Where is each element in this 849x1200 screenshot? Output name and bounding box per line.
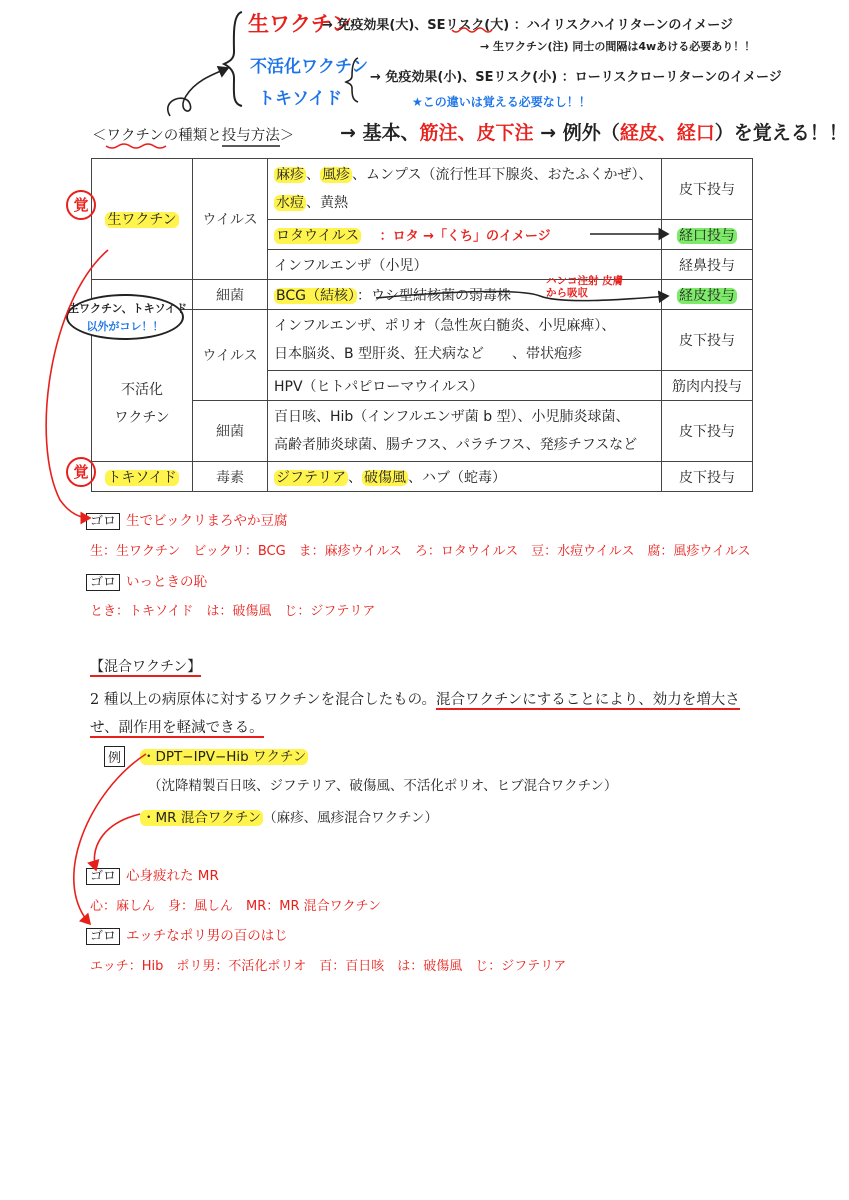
- diphtheria-item: ジフテリア: [276, 469, 346, 486]
- goro-box: ゴロ: [86, 513, 120, 530]
- live-effect-note: → 免疫効果(大)、SEリスク(大) ：ハイリスクハイリターンのイメージ: [322, 18, 734, 33]
- inactivated-virus-label: ウイルス: [193, 310, 268, 401]
- memorize-mark-live: 覚: [66, 190, 96, 220]
- bcg-arrow: [376, 292, 668, 301]
- live-row1-route: 皮下投与: [662, 159, 753, 220]
- goro-2-detail: とき：トキソイド は：破傷風 じ：ジフテリア: [90, 604, 376, 619]
- inactivated-virus-row2: HPV（ヒトパピローマウイルス）: [268, 371, 662, 401]
- live-bacteria-label: 細菌: [193, 280, 268, 310]
- brace: [224, 12, 242, 106]
- no-need-note: ★この違いは覚える必要なし！！: [412, 95, 591, 109]
- measles-item: 麻疹: [276, 167, 304, 183]
- basic-rule-suffix: ）を覚える！！: [714, 122, 848, 144]
- curl-arrow: [168, 68, 228, 116]
- live-interval-note: → 生ワクチン(注) 同士の間隔は4wあける必要あり！！: [480, 40, 756, 53]
- goro-1-title: 生でビックリまろやか豆腐: [126, 513, 288, 529]
- inactivated-effect-note: → 免疫効果(小)、SEリスク(小) ：ローリスクローリターンのイメージ: [370, 70, 782, 85]
- inactivated-heading: 不活化ワクチン: [250, 57, 369, 77]
- mixed-desc-1a: 2 種以上の病原体に対するワクチンを混合したもの。: [90, 692, 437, 708]
- bubble-line-2: 以外がコレ！！: [86, 320, 164, 333]
- inact-row1-route: 皮下投与: [662, 310, 753, 371]
- live-virus-label: ウイルス: [193, 159, 268, 280]
- bcg-item: BCG（結核）: [276, 287, 355, 304]
- bubble-line-1: 生ワクチン、トキソイド: [68, 302, 188, 315]
- title-underline: [106, 144, 166, 148]
- inact-row1-line1: インフルエンザ、ポリオ（急性灰白髄炎、小児麻痺）、: [274, 318, 616, 334]
- memorize-mark-toxoid: 覚: [66, 457, 96, 487]
- inactivated-label-1: 不活化: [121, 381, 163, 398]
- small-brace: [346, 58, 358, 102]
- mixed-desc-2-text: せ、副作用を軽減できる。: [90, 720, 264, 736]
- mixed-desc-1b: 混合ワクチンにすることにより、効力を増大さ: [436, 692, 740, 708]
- goro-box: ゴロ: [86, 574, 120, 591]
- live-virus-row1: 麻疹 、 風疹 、ムンプス（流行性耳下腺炎、おたふくかぜ）、 水痘 、黄熱: [268, 159, 662, 220]
- toxoid-label: トキソイド: [107, 469, 177, 486]
- inact-row3-route: 皮下投与: [662, 401, 753, 462]
- inact-row3-line2: 高齢者肺炎球菌、腸チフス、パラチフス、発疹チフスなど: [274, 437, 638, 453]
- basic-rule-prefix: → 基本、: [340, 122, 420, 144]
- goro-arrow-3: [74, 754, 146, 924]
- goro-3-title: 心身疲れた MR: [126, 868, 219, 884]
- live-row1-rest: 、ムンプス（流行性耳下腺炎、おたふくかぜ）、: [352, 167, 653, 183]
- rotavirus-item: ロタウイルス: [276, 227, 360, 244]
- percutaneous-route: 経皮投与: [679, 287, 735, 304]
- inactivated-bacteria-label: 細菌: [193, 401, 268, 462]
- exception-routes: 経皮、経口: [619, 122, 715, 144]
- goro-arrow-4: [94, 814, 140, 870]
- inactivated-label-2: ワクチン: [114, 409, 170, 426]
- toxoid-rest: 、ハブ（蛇毒）: [408, 469, 506, 486]
- goro-4-title: エッチなポリ男の百のはじ: [126, 928, 288, 944]
- bcg-rest: ：ウシ型結核菌の弱毒株: [356, 287, 511, 304]
- mr-desc: （麻疹、風疹混合ワクチン）: [263, 810, 438, 826]
- toxin-label: 毒素: [193, 462, 268, 492]
- goro-3-detail: 心：麻しん 身：風しん MR：MR 混合ワクチン: [90, 899, 381, 914]
- varicella-item: 水痘: [276, 195, 304, 211]
- rota-note: ：ロタ →「くち」のイメージ: [379, 228, 551, 244]
- wavy-underline: [452, 28, 492, 32]
- live-virus-row3: インフルエンザ（小児）: [268, 250, 662, 280]
- inact-row3-line1: 百日咳、Hib（インフルエンザ菌 b 型）、小児肺炎球菌、: [274, 409, 630, 425]
- goro-2-title: いっときの恥: [126, 574, 208, 590]
- mixed-title-text: 【混合ワクチン】: [90, 659, 202, 675]
- mr-vaccine-name: ・MR 混合ワクチン: [142, 810, 262, 826]
- goro-box: ゴロ: [86, 868, 120, 885]
- basic-rule-mid: → 例外（: [533, 122, 620, 144]
- example-label: 例: [104, 746, 125, 767]
- dpt-vaccine-name: ・DPT−IPV−Hib ワクチン: [142, 749, 307, 765]
- oral-route: 経口投与: [679, 227, 735, 244]
- stamp-injection-note: ハンコ注射 皮膚から吸収: [546, 275, 624, 299]
- goro-1-detail: 生：生ワクチン ビックリ：BCG ま：麻疹ウイルス ろ：ロタウイルス 豆：水痘ウイルス 腐：風疹ウイルス: [90, 544, 751, 559]
- tetanus-item: 破傷風: [364, 469, 406, 486]
- inact-row1-line2: 日本脳炎、B 型肝炎、狂犬病など 、帯状疱疹: [274, 346, 583, 362]
- goro-box: ゴロ: [86, 928, 120, 945]
- toxoid-heading: トキソイド: [258, 89, 343, 109]
- toxoid-route: 皮下投与: [662, 462, 753, 492]
- goro-4-detail: エッチ：Hib ポリ男：不活化ポリオ 百：百日咳 は：破傷風 じ：ジフテリア: [90, 959, 567, 974]
- goro-arrow-1: [46, 250, 108, 518]
- rubella-item: 風疹: [322, 167, 350, 183]
- live-vaccine-heading: 生ワクチン: [248, 12, 352, 36]
- dpt-desc: （沈降精製百日咳、ジフテリア、破傷風、不活化ポリオ、ヒブ混合ワクチン）: [148, 778, 618, 794]
- toxoid-row: ジフテリア 、 破傷風 、ハブ（蛇毒）: [268, 462, 662, 492]
- basic-rule-routes: 筋注、皮下注: [419, 122, 534, 144]
- live-row3-route: 経鼻投与: [662, 250, 753, 280]
- live-row1-line2-rest: 、黄熱: [306, 195, 348, 211]
- live-vaccine-label: 生ワクチン: [107, 212, 177, 228]
- section-title: ＜ワクチンの種類と投与方法＞: [92, 128, 295, 144]
- inact-row2-route: 筋肉内投与: [662, 371, 753, 401]
